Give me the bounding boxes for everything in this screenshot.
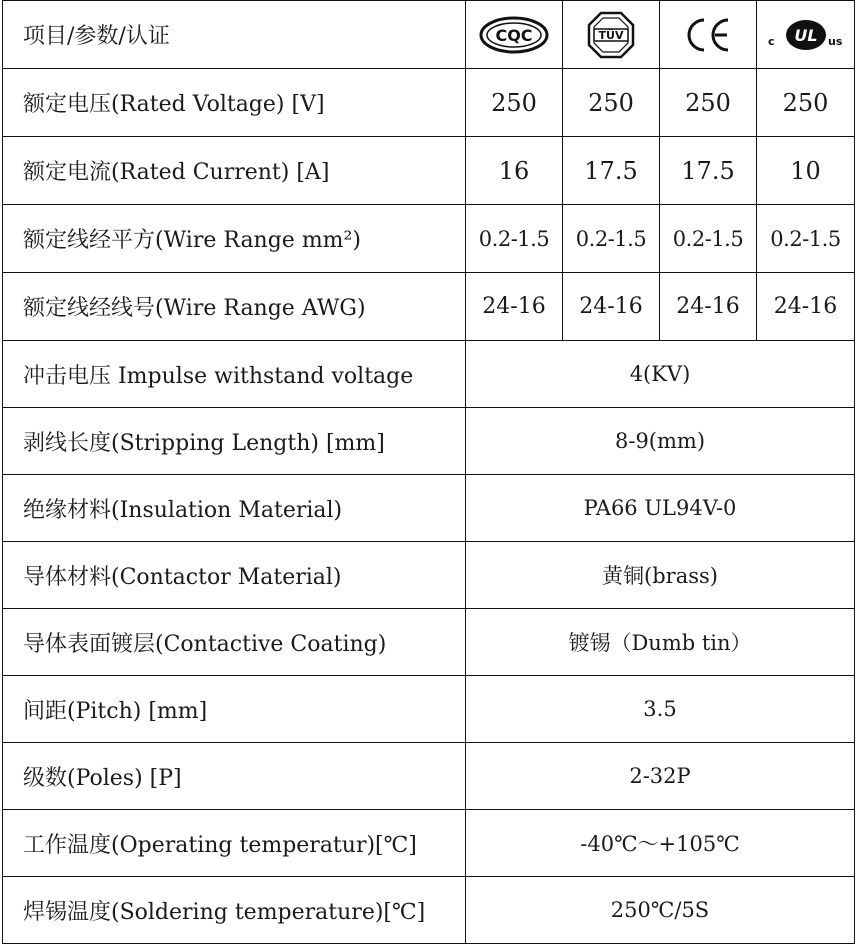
- value-cell: -40℃～+105℃: [466, 810, 855, 877]
- row-soldering-temperature: [3, 877, 855, 944]
- row-contactor-material: [3, 542, 855, 609]
- value-cell: 17.5: [660, 137, 757, 205]
- svg-text:us: us: [827, 34, 842, 48]
- row-label: 额定电流(Rated Current) [A]: [3, 137, 466, 205]
- row-label: 工作温度(Operating temperatur)[℃]: [3, 810, 466, 877]
- svg-text:UL: UL: [793, 25, 818, 45]
- row-label: 额定电压(Rated Voltage) [V]: [3, 69, 466, 137]
- row-impulse-voltage: [3, 341, 855, 408]
- value-cell: 0.2-1.5: [466, 205, 563, 273]
- value-cell: 8-9(mm): [466, 408, 855, 475]
- row-label: 冲击电压 Impulse withstand voltage: [3, 341, 466, 408]
- value-cell: 24-16: [757, 273, 855, 341]
- header-row: [3, 1, 855, 69]
- value-cell: 17.5: [563, 137, 660, 205]
- value-cell: 0.2-1.5: [660, 205, 757, 273]
- ce-logo-icon: [682, 15, 734, 55]
- value-cell: 0.2-1.5: [757, 205, 855, 273]
- row-poles: [3, 743, 855, 810]
- row-operating-temperature: [3, 810, 855, 877]
- value-cell: 黄铜(brass): [466, 542, 855, 609]
- value-cell: 250: [660, 69, 757, 137]
- header-label: 项目/参数/认证: [3, 1, 466, 69]
- row-wire-range-awg: [3, 273, 855, 341]
- value-cell: 3.5: [466, 676, 855, 743]
- value-cell: 24-16: [563, 273, 660, 341]
- svg-text:c: c: [767, 34, 775, 48]
- row-label: 额定线经平方(Wire Range mm²): [3, 205, 466, 273]
- svg-text:CQC: CQC: [495, 25, 533, 45]
- cert-ce: [660, 1, 757, 69]
- value-cell: 10: [757, 137, 855, 205]
- value-cell: PA66 UL94V-0: [466, 475, 855, 542]
- row-rated-voltage: [3, 69, 855, 137]
- value-cell: 镀锡（Dumb tin）: [466, 609, 855, 676]
- value-cell: 0.2-1.5: [563, 205, 660, 273]
- row-rated-current: [3, 137, 855, 205]
- row-label: 导体表面镀层(Contactive Coating): [3, 609, 466, 676]
- value-cell: 16: [466, 137, 563, 205]
- culus-logo-icon: [766, 15, 846, 55]
- value-cell: 24-16: [660, 273, 757, 341]
- row-label: 焊锡温度(Soldering temperature)[℃]: [3, 877, 466, 944]
- value-cell: 2-32P: [466, 743, 855, 810]
- cert-tuv: [563, 1, 660, 69]
- row-label: 绝缘材料(Insulation Material): [3, 475, 466, 542]
- row-insulation-material: [3, 475, 855, 542]
- cert-cqc: [466, 1, 563, 69]
- row-stripping-length: [3, 408, 855, 475]
- spec-table: [2, 0, 855, 944]
- value-cell: 250: [466, 69, 563, 137]
- row-wire-range-mm2: [3, 205, 855, 273]
- row-pitch: [3, 676, 855, 743]
- row-label: 间距(Pitch) [mm]: [3, 676, 466, 743]
- tuv-logo-icon: [586, 10, 636, 60]
- row-label: 级数(Poles) [P]: [3, 743, 466, 810]
- cqc-logo-icon: [478, 15, 550, 55]
- svg-text:TÜV: TÜV: [598, 28, 624, 42]
- cert-culus: [757, 1, 855, 69]
- value-cell: 24-16: [466, 273, 563, 341]
- row-label: 导体材料(Contactor Material): [3, 542, 466, 609]
- value-cell: 250℃/5S: [466, 877, 855, 944]
- value-cell: 250: [563, 69, 660, 137]
- value-cell: 4(KV): [466, 341, 855, 408]
- row-label: 额定线经线号(Wire Range AWG): [3, 273, 466, 341]
- row-contactive-coating: [3, 609, 855, 676]
- value-cell: 250: [757, 69, 855, 137]
- row-label: 剥线长度(Stripping Length) [mm]: [3, 408, 466, 475]
